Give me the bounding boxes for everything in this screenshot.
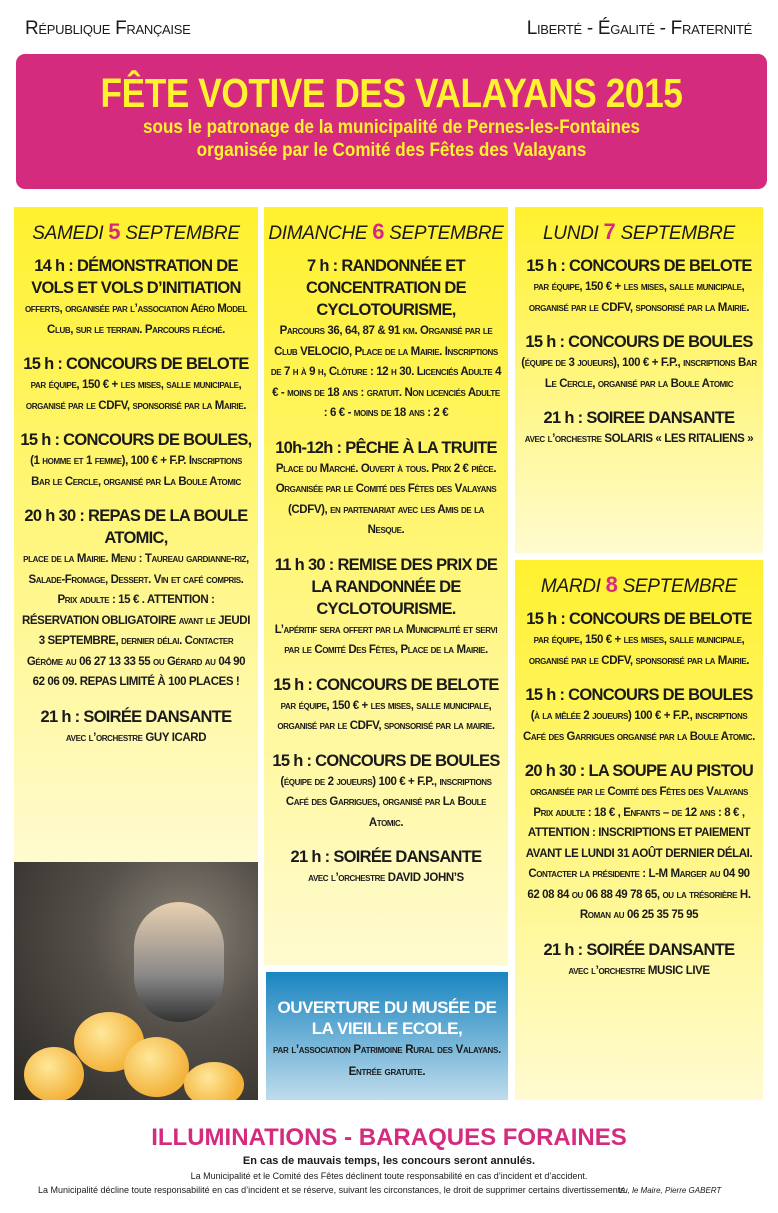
- day-heading-part: 6: [372, 219, 385, 244]
- event-details: par équipe, 150 € + les mises, salle municipale, organisé par le CDFV, sponsorisé par la Mairie.: [25, 379, 247, 412]
- event-title: 15 h : CONCOURS DE BOULES: [525, 686, 753, 704]
- event-details: Place du Marché. Ouvert à tous. Prix 2 € pièce. Organisée par le Comité des Fêtes des Valayans (CDFV), en partenariat avec les Amis de la Nesque.: [275, 462, 497, 536]
- event: [264, 554, 508, 661]
- museum-body: par l’association Patrimoine Rural des Valayans. Entrée gratuite.: [273, 1044, 501, 1078]
- event-details: par équipe, 150 € + les mises, salle municipale, organisé par le CDFV, sponsorisé par la mairie.: [277, 699, 495, 732]
- day-heading-part: 5: [108, 219, 121, 244]
- title-banner: [16, 54, 767, 189]
- event-title: 10h-12h : PÊCHE À LA TRUITE: [275, 438, 497, 457]
- event-title: 21 h : SOIRÉE DANSANTE: [290, 848, 482, 866]
- header-republique: République Française: [25, 18, 191, 39]
- photo-child-with-ducks: [14, 862, 258, 1100]
- event-details: L’apéritif sera offert par la Municipalité et servi par le Comité Des Fêtes, Place de la Mairie.: [274, 623, 498, 656]
- event-details: organisée par le Comité des Fêtes des Valayans Prix adulte : 18 € , Enfants – de 12 ans : 8 € , ATTENTION : INSCRIPTIONS ET PAIEMENT AVANT LE LUNDI 31 AOÛT DERNIER DÉLAI. Contacter la présidente : L-M Marger au 04 90 62 08 84 ou 06 88 49 78 65, ou la trésorière H. Roman au 06 25 35 75 95: [525, 786, 753, 921]
- event: [515, 939, 763, 982]
- day-heading: [515, 572, 763, 598]
- subtitle-organiser: organisée par le Comité des Fêtes des Valayans: [196, 140, 587, 161]
- day-column-tuesday: [515, 560, 763, 1100]
- event: [515, 760, 763, 926]
- header-devise: Liberté - Égalité - Fraternité: [526, 18, 752, 39]
- day-column-sunday: [264, 207, 508, 965]
- event: [264, 437, 508, 541]
- event-title: 15 h : CONCOURS DE BOULES: [272, 751, 500, 770]
- event-details: avec l’orchestre SOLARIS « LES RITALIENS »: [524, 433, 754, 445]
- event: [14, 706, 258, 749]
- subtitle-patronage: sous le patronage de la municipalité de Pernes-les-Fontaines: [143, 117, 640, 138]
- event-title: 20 h 30 : REPAS DE LA BOULE ATOMIC,: [24, 507, 248, 547]
- event-title: 20 h 30 : LA SOUPE AU PISTOU: [524, 762, 754, 780]
- day-column-monday: [515, 207, 763, 553]
- event-details: (équipe de 3 joueurs), 100 € + F.P., inscriptions Bar Le Cercle, organisé par la Boule Atomic: [521, 357, 757, 390]
- disclaimer-1: La Municipalité et le Comité des Fêtes déclinent toute responsabilité en cas d’incident et d’accident.: [190, 1171, 588, 1181]
- event: [264, 846, 508, 889]
- day-heading-part: DIMANCHE: [268, 223, 368, 244]
- event: [515, 684, 763, 747]
- event-details: par équipe, 150 € + les mises, salle municipale, organisé par le CDFV, sponsorisé par la Mairie.: [528, 634, 750, 667]
- event: [14, 353, 258, 416]
- day-heading-part: LUNDI: [543, 223, 599, 244]
- event-details: offerts, organisée par l’association Aéro Model Club, sur le terrain. Parcours fléché.: [24, 303, 248, 336]
- day-heading-part: SEPTEMBRE: [389, 223, 504, 244]
- event-title: 7 h : RANDONNÉE ET CONCENTRATION DE CYCLOTOURISME,: [306, 257, 466, 319]
- mayor-signature: Vu, le Maire, Pierre GABERT: [618, 1186, 722, 1195]
- event-title: 14 h : DÉMONSTRATION DE VOLS ET VOLS D’INITIATION: [31, 257, 241, 297]
- event-title: 15 h : CONCOURS DE BELOTE: [526, 257, 752, 275]
- day-heading-part: SAMEDI: [32, 223, 104, 244]
- event-title: 15 h : CONCOURS DE BOULES: [525, 333, 753, 351]
- event-details: avec l’orchestre GUY ICARD: [65, 731, 207, 744]
- event-title: 15 h : CONCOURS DE BELOTE: [526, 610, 752, 628]
- event: [14, 505, 258, 693]
- event-details: (à la mêlée 2 joueurs) 100 € + F.P., inscriptions Café des Garrigues organisé par la Boule Atomic.: [523, 710, 755, 743]
- middle-column: [264, 207, 508, 1100]
- event: [264, 255, 508, 424]
- day-column-saturday: [14, 207, 258, 862]
- event-title: 21 h : SOIRÉE DANSANTE: [543, 940, 735, 959]
- event-title: 11 h 30 : REMISE DES PRIX DE LA RANDONNÉE DE CYCLOTOURISME.: [274, 555, 498, 618]
- event: [264, 750, 508, 834]
- event-details: avec l’orchestre MUSIC LIVE: [568, 964, 710, 977]
- day-heading-part: SEPTEMBRE: [125, 223, 240, 244]
- event-details: avec l’orchestre DAVID JOHN’S: [308, 872, 464, 884]
- day-heading-part: 7: [603, 219, 616, 244]
- event: [14, 429, 258, 492]
- event: [14, 255, 258, 340]
- day-heading: [515, 219, 763, 245]
- event-details: (équipe de 2 joueurs) 100 € + F.P., inscriptions Café des Garrigues, organisé par La Boule Atomic.: [280, 775, 492, 829]
- footer-headline: ILLUMINATIONS - BARAQUES FORAINES: [151, 1124, 627, 1151]
- event: [515, 255, 763, 318]
- museum-title: OUVERTURE DU MUSÉE DE LA VIEILLE ECOLE,: [277, 998, 497, 1038]
- event-details: Parcours 36, 64, 87 & 91 km. Organisé par le Club VELOCIO, Place de la Mairie. Inscriptions de 7 h à 9 h, Clôture : 12 h 30. Licenciés Adulte 4 € - moins de 18 ans : gratuit. Non licenciés Adulte : 6 € - moins de 18 ans : 2 €: [270, 325, 502, 419]
- event-details: par équipe, 150 € + les mises, salle municipale, organisé par le CDFV, sponsorisé par la Mairie.: [528, 281, 750, 314]
- day-heading-part: 8: [605, 572, 618, 597]
- event-title: 21 h : SOIRÉE DANSANTE: [40, 707, 232, 726]
- event-title: 21 h : SOIREE DANSANTE: [543, 409, 735, 427]
- museum-box: [266, 972, 508, 1100]
- event: [515, 407, 763, 450]
- event-details: (1 homme et 1 femme), 100 € + F.P. Inscriptions Bar le Cercle, organisé par La Boule Atomic: [30, 455, 242, 488]
- weather-notice: En cas de mauvais temps, les concours seront annulés.: [242, 1155, 536, 1167]
- day-heading: [14, 219, 258, 245]
- event: [264, 674, 508, 737]
- poster-title: FÊTE VOTIVE DES VALAYANS 2015: [100, 70, 683, 116]
- event-title: 15 h : CONCOURS DE BELOTE: [273, 675, 499, 694]
- day-heading-part: SEPTEMBRE: [622, 576, 738, 597]
- event-details: place de la Mairie. Menu : Taureau gardianne-riz, Salade-Fromage, Dessert. Vin et café compris. Prix adulte : 15 € . ATTENTION : RÉSERVATION OBLIGATOIRE avant le JEUDI 3 SEPTEMBRE, dernier délai. Contacter Gérôme au 06 27 13 33 55 ou Gérard au 04 90 62 06 09. REPAS LIMITÉ À 100 PLACES !: [22, 553, 250, 688]
- day-heading-part: SEPTEMBRE: [620, 223, 735, 244]
- event-title: 15 h : CONCOURS DE BOULES,: [20, 431, 252, 449]
- disclaimer-2: La Municipalité décline toute responsabilité en cas d’incident et se réserve, suivant les circonstances, le droit de supprimer certains divertissements.: [38, 1185, 628, 1195]
- event: [515, 331, 763, 394]
- event: [515, 608, 763, 671]
- day-heading-part: MARDI: [540, 576, 601, 597]
- event-title: 15 h : CONCOURS DE BELOTE: [23, 355, 249, 373]
- day-heading: [264, 219, 508, 245]
